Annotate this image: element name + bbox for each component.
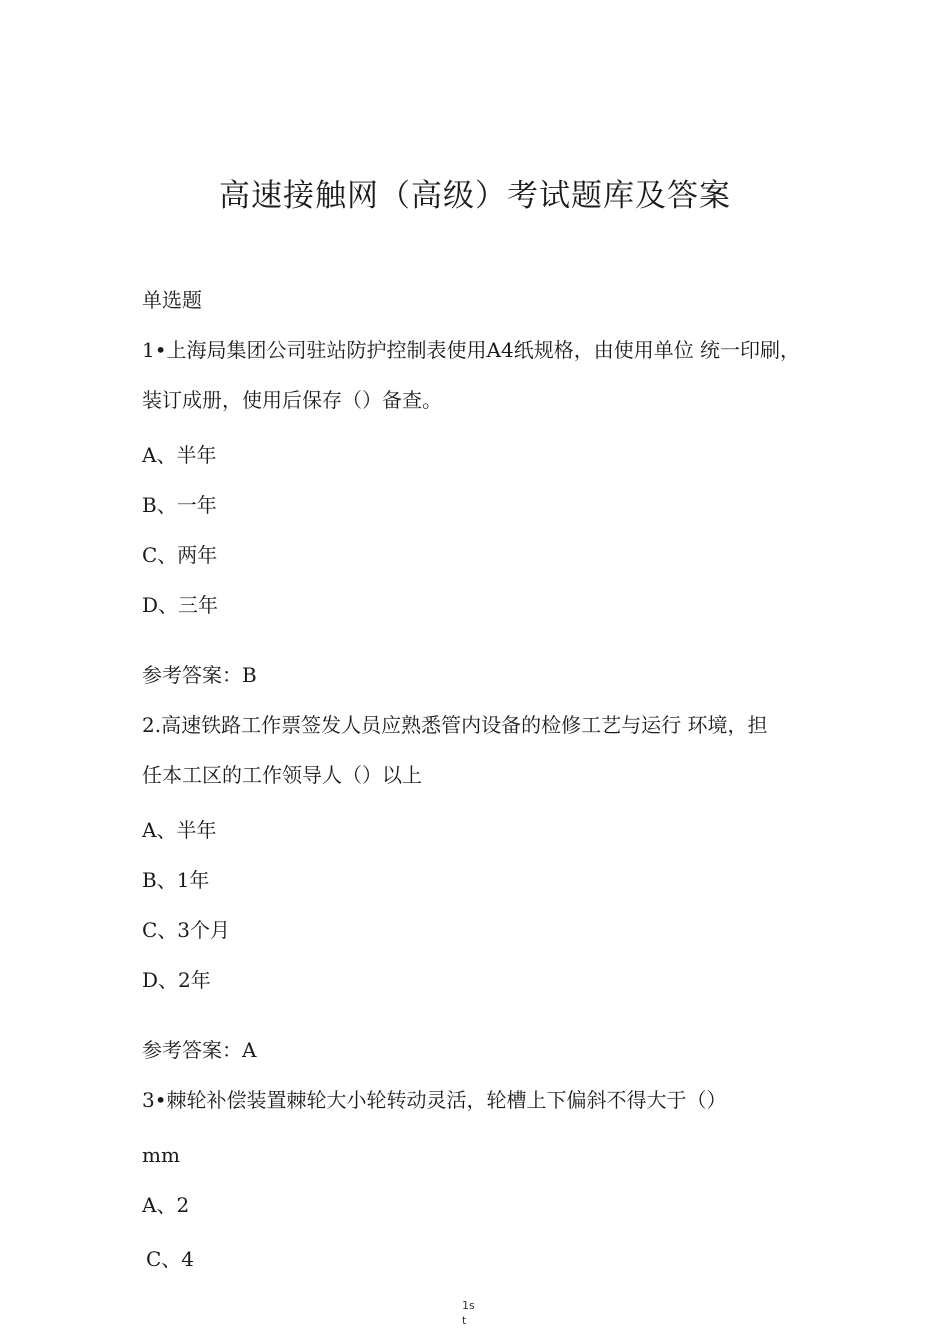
q3-text-line2: mm [142, 1143, 180, 1167]
q2-answer: 参考答案：A [142, 1038, 257, 1062]
q3-option-c: C、4 [146, 1247, 195, 1271]
q1-text-line1: 1•上海局集团公司驻站防护控制表使用A4纸规格，由使用单位 统一印刷， [142, 338, 801, 362]
q3-text-line1: 3•棘轮补偿装置棘轮大小轮转动灵活，轮槽上下偏斜不得大于（） [142, 1088, 727, 1112]
q2-option-d: D、2年 [142, 968, 211, 992]
q2-option-b: B、1年 [142, 868, 210, 892]
q1-option-a: A、半年 [142, 443, 217, 467]
q2-text-line1: 2.高速铁路工作票签发人员应熟悉管内设备的检修工艺与运行 环境，担 [142, 713, 768, 737]
q3-option-a: A、2 [142, 1193, 190, 1217]
q1-option-d: D、三年 [142, 593, 219, 617]
section-heading: 单选题 [142, 288, 202, 312]
q1-option-c: C、两年 [142, 543, 218, 567]
q2-option-a: A、半年 [142, 818, 217, 842]
q2-text-line2: 任本工区的工作领导人（）以上 [142, 763, 422, 787]
page-number [462, 1298, 488, 1328]
q1-option-b: B、一年 [142, 493, 217, 517]
q1-answer: 参考答案：B [142, 663, 257, 687]
document-title: 高速接触网（高级）考试题库及答案 [219, 178, 731, 214]
q2-option-c: C、3个月 [142, 918, 231, 942]
page-number-line1: 1s [462, 1299, 475, 1312]
q1-text-line2: 装订成册，使用后保存（）备查。 [142, 388, 442, 412]
page-number-line2: t [462, 1314, 467, 1327]
